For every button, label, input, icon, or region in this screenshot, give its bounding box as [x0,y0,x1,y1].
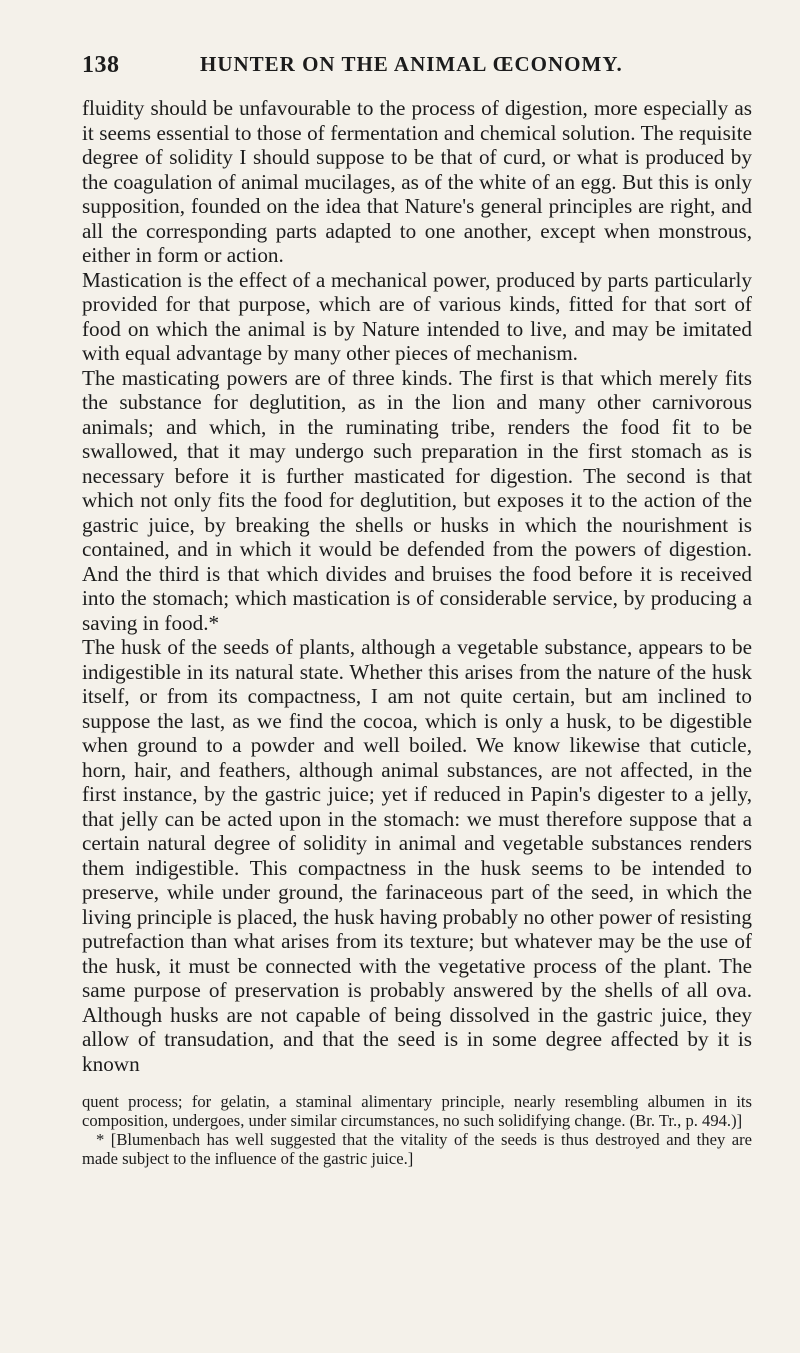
footnotes [82,1092,752,1168]
paragraph-mastication: Mastication is the effect of a mechanical power, produced by parts particularly provided for that purpose, which are of various kinds, fitted for that sort of food on which the animal is by Nature intended to live, and may be imitated with equal advantage by many other pieces of mechanism. [82,267,752,365]
running-title: HUNTER ON THE ANIMAL ŒCONOMY. [200,52,623,76]
body-text [82,96,752,1076]
page-number: 138 [82,52,120,78]
footnote-continued: quent process; for gelatin, a staminal alimentary principle, nearly resembling albumen in its composition, undergoes, under similar circumstances, no such solidifying change. (Br. Tr., p. 494.)] [82,1092,752,1130]
paragraph-masticating-powers: The masticating powers are of three kinds. The first is that which merely fits the substance for deglutition, as in the lion and many other carnivorous animals; and which, in the ruminating tribe, renders the food fit to be swallowed, that it may undergo such preparation in the first stomach as is necessary before it is further masticated for digestion. The second is that which not only fits the food for deglutition, but exposes it to the action of the gastric juice, by breaking the shells or husks in which the nourishment is contained, and in which it would be defended from the powers of digestion. And the third is that which divides and bruises the food before it is received into the stomach; which mastication is of considerable service, by producing a saving in food.* [82,365,752,635]
footnote-blumenbach: * [Blumenbach has well suggested that the vitality of the seeds is thus destroyed and they are made subject to the influence of the gastric juice.] [82,1130,752,1168]
paragraph-continued: fluidity should be unfavourable to the process of digestion, more especially as it seems essential to those of fermentation and chemical solution. The requisite degree of solidity I should suppose to be that of curd, or what is produced by the coagulation of animal mucilages, as of the white of an egg. But this is only supposition, founded on the idea that Nature's general principles are right, and all the corresponding parts adapted to one another, except when monstrous, either in form or action. [82,96,752,267]
running-head [82,46,752,86]
paragraph-husk: The husk of the seeds of plants, although a vegetable substance, appears to be indigestible in its natural state. Whether this arises from the nature of the husk itself, or from its compactness, I am not quite certain, but am inclined to suppose the last, as we find the cocoa, which is only a husk, to be digestible when ground to a powder and well boiled. We know likewise that cuticle, horn, hair, and feathers, although animal substances, are not affected, in the first instance, by the gastric juice; yet if reduced in Papin's digester to a jelly, that jelly can be acted upon in the stomach: we must therefore suppose that a certain natural degree of solidity in animal and vegetable substances renders them indigestible. This compactness in the husk seems to be intended to preserve, while under ground, the farinaceous part of the seed, in which the living principle is placed, the husk having probably no other power of resisting putrefaction than what arises from its texture; but whatever may be the use of the husk, it must be connected with the vegetative process of the plant. The same purpose of preservation is probably answered by the shells of all ova. Although husks are not capable of being dissolved in the gastric juice, they allow of transudation, and that the seed is in some degree affected by it is known [82,635,752,1076]
